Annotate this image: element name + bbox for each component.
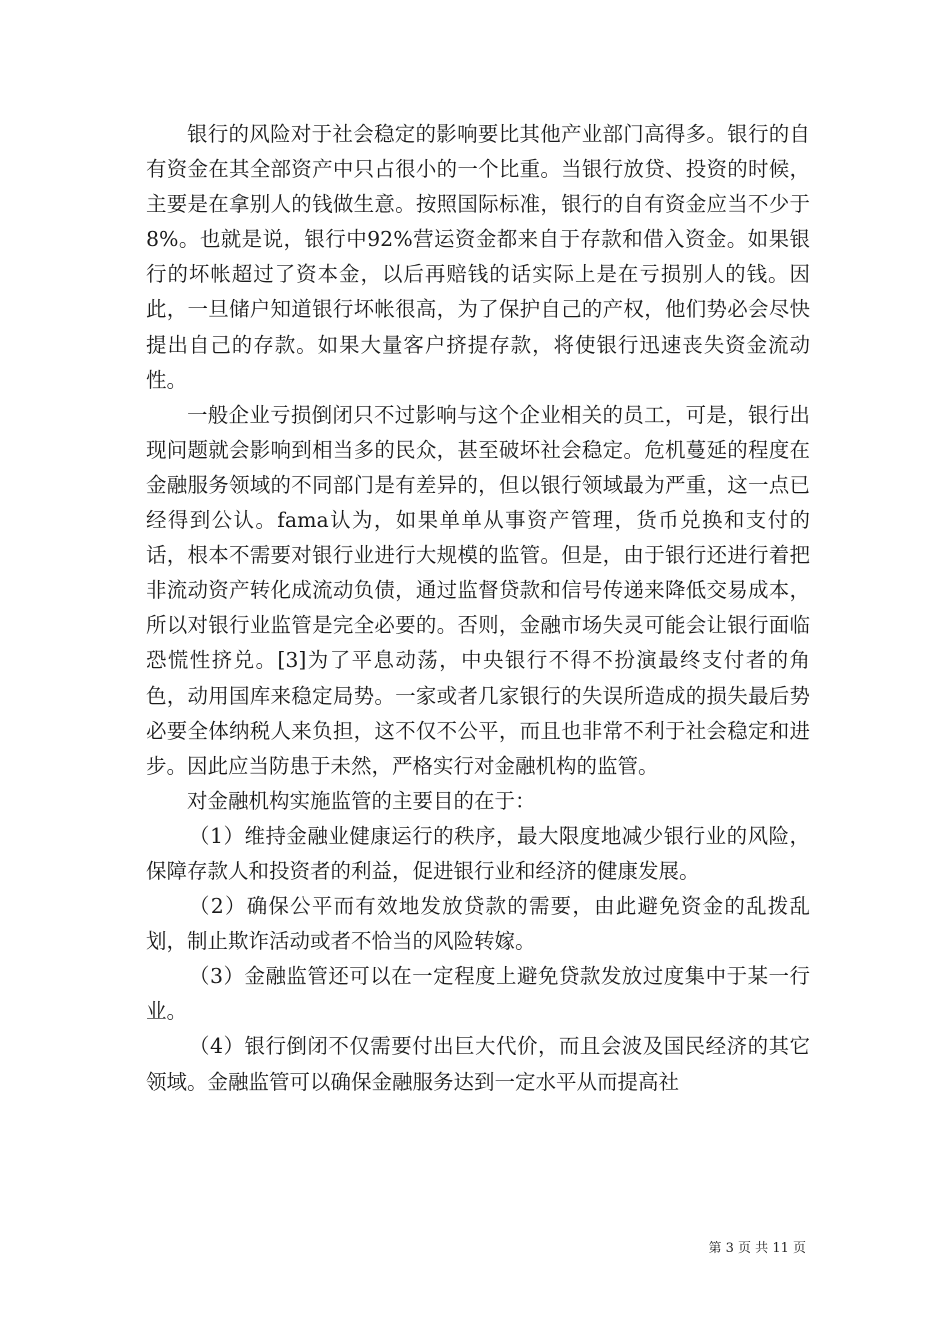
paragraph-bank-failure-impact: 一般企业亏损倒闭只不过影响与这个企业相关的员工，可是，银行出现问题就会影响到相当多的民众，甚至破坏社会稳定。危机蔓延的程度在金融服务领域的不同部门是有差异的，但以银行领域最为严重，这一点已经得到公认。fama认为，如果单单从事资产管理，货币兑换和支付的话，根本不需要对银行业进行大规模的监管。但是，由于银行还进行着把非流动资产转化成流动负债，通过监督贷款和信号传递来降低交易成本，所以对银行业监管是完全必要的。否则，金融市场失灵可能会让银行面临恐慌性挤兑。[3]为了平息动荡，中央银行不得不扮演最终支付者的角色，动用国库来稳定局势。一家或者几家银行的失误所造成的损失最后势必要全体纳税人来负担，这不仅不公平，而且也非常不利于社会稳定和进步。因此应当防患于未然，严格实行对金融机构的监管。: [146, 402, 810, 778]
paragraph-supervision-goals-intro: 对金融机构实施监管的主要目的在于：: [187, 788, 536, 813]
list-item-goal-2: （2）确保公平而有效地发放贷款的需要，由此避免资金的乱拨乱划，制止欺诈活动或者不恰当的风险转嫁。: [146, 894, 810, 954]
document-body: [146, 117, 810, 1100]
list-item-goal-4: （4）银行倒闭不仅需要付出巨大代价，而且会波及国民经济的其它领域。金融监管可以确保金融服务达到一定水平从而提高社: [146, 1034, 810, 1094]
list-item-goal-1: （1）维持金融业健康运行的秩序，最大限度地减少银行业的风险，保障存款人和投资者的利益，促进银行业和经济的健康发展。: [146, 823, 810, 883]
list-item-goal-3: （3）金融监管还可以在一定程度上避免贷款发放过度集中于某一行业。: [146, 964, 810, 1024]
paragraph-bank-risk: 银行的风险对于社会稳定的影响要比其他产业部门高得多。银行的自有资金在其全部资产中只占很小的一个比重。当银行放贷、投资的时候，主要是在拿别人的钱做生意。按照国际标准，银行的自有资金应当不少于8%。也就是说，银行中92%营运资金都来自于存款和借入资金。如果银行的坏帐超过了资本金，以后再赔钱的话实际上是在亏损别人的钱。因此，一旦储户知道银行坏帐很高，为了保护自己的产权，他们势必会尽快提出自己的存款。如果大量客户挤提存款，将使银行迅速丧失资金流动性。: [146, 122, 810, 392]
page-number-footer: 第 3 页 共 11 页: [708, 1241, 806, 1256]
